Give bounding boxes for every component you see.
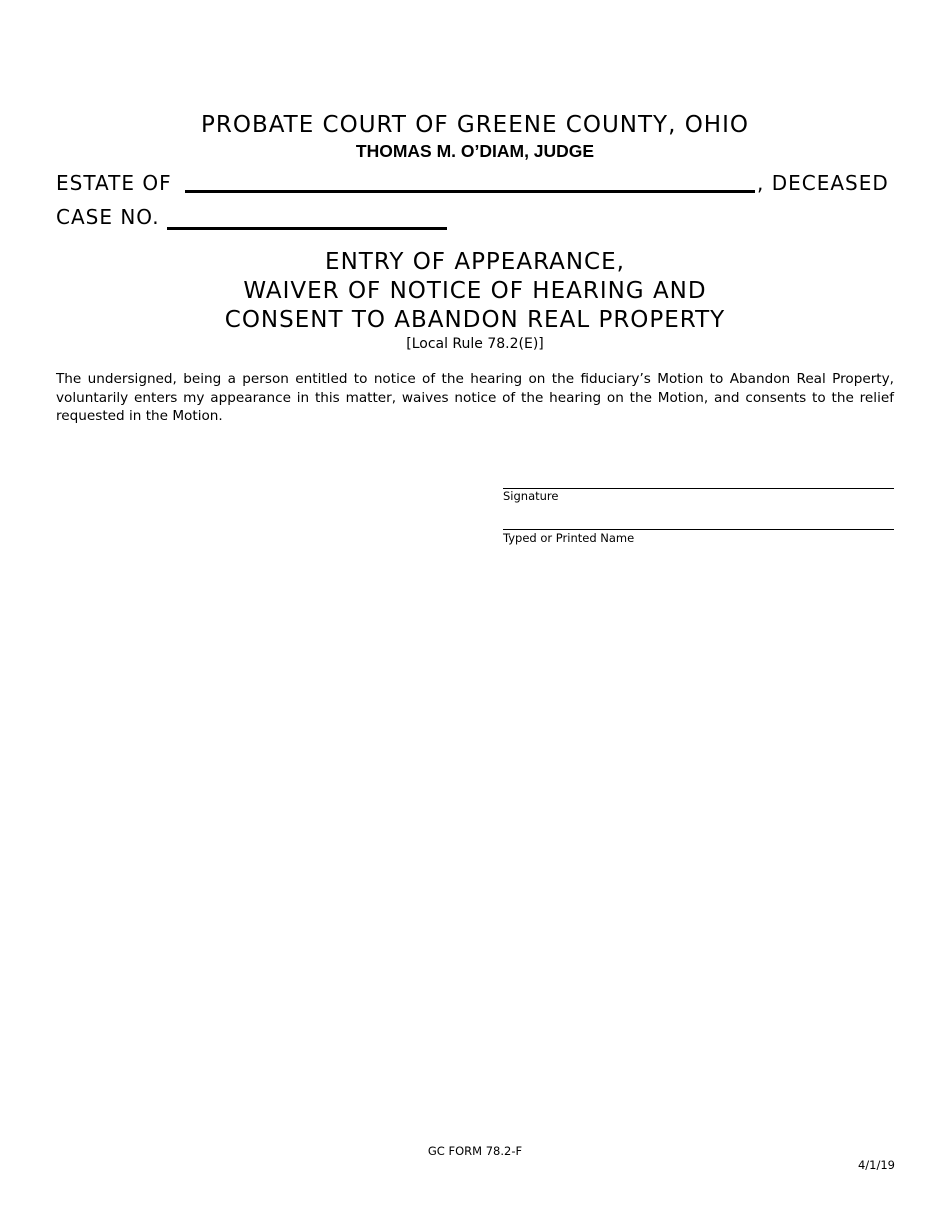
judge-name: THOMAS M. O’DIAM, JUDGE (355, 141, 595, 161)
case-number-field[interactable] (167, 227, 447, 230)
court-title: PROBATE COURT OF GREENE COUNTY, OHIO (200, 112, 749, 138)
printed-name-field[interactable] (503, 529, 894, 530)
form-title-line-1: ENTRY OF APPEARANCE, (325, 249, 625, 275)
printed-name-label: Typed or Printed Name (503, 531, 635, 545)
form-number: GC FORM 78.2-F (427, 1144, 523, 1158)
estate-name-field[interactable] (185, 190, 755, 193)
revision-date: 4/1/19 (857, 1158, 895, 1172)
estate-of-label: ESTATE OF (56, 171, 172, 195)
local-rule-reference: [Local Rule 78.2(E)] (406, 336, 544, 352)
deceased-label: , DECEASED (757, 171, 889, 195)
consent-paragraph: The undersigned, being a person entitled to notice of the hearing on the fiduciary’s Motion to Abandon Real Property, voluntarily enters my appearance in this matter, waives notice of the hearing on the Motion, and consents to the relief requested in the Motion. (56, 371, 894, 424)
case-number-label: CASE NO. (56, 205, 160, 229)
signature-label: Signature (503, 489, 559, 503)
signature-field[interactable] (503, 488, 894, 489)
form-title-line-3: CONSENT TO ABANDON REAL PROPERTY (224, 307, 726, 333)
form-title-line-2: WAIVER OF NOTICE OF HEARING AND (243, 278, 707, 304)
